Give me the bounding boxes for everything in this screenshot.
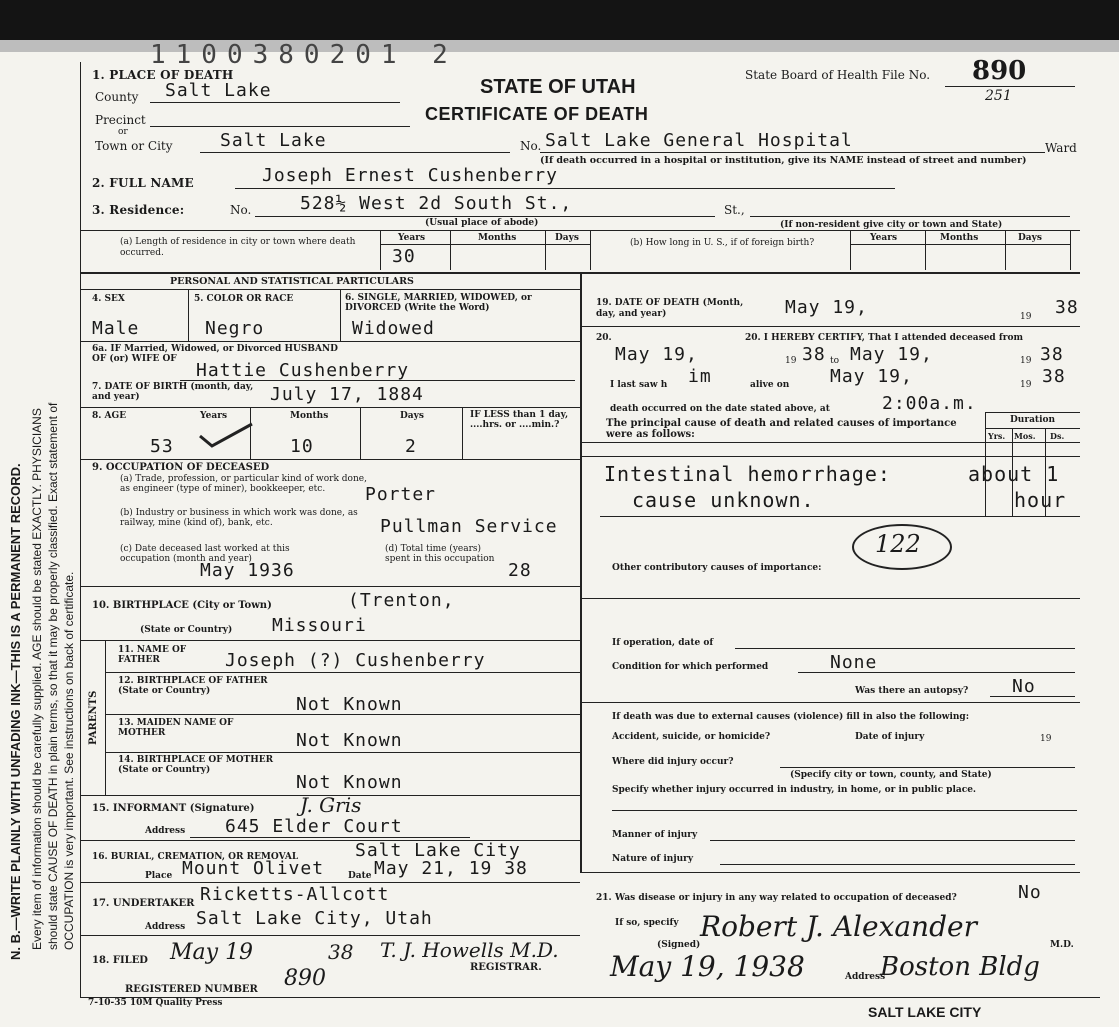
sex-value: Male xyxy=(92,318,140,339)
us-years-header: Years xyxy=(870,233,898,243)
spouse-label: 6a. IF Married, Widowed, or Divorced HUSBAND OF (or) WIFE OF xyxy=(92,344,338,364)
length-residence-label: (a) Length of residence in city or town where death occurred. xyxy=(120,237,356,258)
form-left-border xyxy=(80,62,81,997)
occupation-a-label: (a) Trade, profession, or particular kind of work done, as engineer (type of miner), bookkeeper, etc. xyxy=(120,474,367,494)
death-time: 2:00a.m. xyxy=(882,393,977,414)
col-line xyxy=(850,230,851,270)
row-line xyxy=(80,882,580,883)
row-line xyxy=(80,407,580,408)
autopsy-value: No xyxy=(1012,676,1036,697)
occupation-b-value: Pullman Service xyxy=(380,516,558,537)
sidebar-line-2: Every item of information should be carefully supplied. AGE should be stated EXACTLY. PHYSICIANS xyxy=(30,408,44,950)
ward-label: Ward xyxy=(1045,141,1077,155)
informant-address-label: Address xyxy=(145,826,186,836)
age-months-header: Months xyxy=(290,411,329,421)
father-birthplace-value: Not Known xyxy=(296,694,403,715)
precinct-label: Precinct xyxy=(95,113,146,127)
row-line xyxy=(80,640,580,641)
cause-1: Intestinal hemorrhage: xyxy=(604,462,891,486)
row-line xyxy=(105,752,580,753)
autopsy-line xyxy=(990,696,1075,697)
row-line xyxy=(580,456,1080,457)
attended-to-year: 38 xyxy=(1040,344,1064,365)
attended-from: May 19, xyxy=(615,344,698,365)
cause-line xyxy=(600,516,1080,517)
spouse-line xyxy=(180,380,575,381)
file-number-sub: 251 xyxy=(985,88,1012,104)
row-line xyxy=(580,598,1080,599)
alive-on-year: 38 xyxy=(1042,366,1066,387)
sidebar-line-4: OCCUPATION is very important. See instructions on back of certificate. xyxy=(62,571,76,950)
personal-header: PERSONAL AND STATISTICAL PARTICULARS xyxy=(170,276,414,287)
duration-line xyxy=(985,412,1080,413)
full-name-label: 2. FULL NAME xyxy=(92,176,194,190)
principal-cause-label: The principal cause of death and related causes of importance were as follows: xyxy=(606,418,957,440)
col-line xyxy=(450,230,451,270)
cause-1-duration: about 1 xyxy=(968,462,1060,486)
occupation-d-value: 28 xyxy=(508,560,532,581)
occupation-related-label: Was disease or injury in any way related to occupation of deceased? xyxy=(615,893,957,903)
residence-no-label: No. xyxy=(230,203,252,217)
mother-value: Not Known xyxy=(296,730,403,751)
row-line xyxy=(80,935,580,936)
certify-label: 20. I HEREBY CERTIFY, That I attended deceased from xyxy=(745,333,1023,343)
certificate-title: CERTIFICATE OF DEATH xyxy=(425,104,649,124)
registered-number: 890 xyxy=(284,966,326,991)
undertaker-name: Ricketts-Allcott xyxy=(200,884,390,905)
town-value: Salt Lake xyxy=(220,130,327,151)
town-label: Town or City xyxy=(95,139,173,153)
spouse-value: Hattie Cushenberry xyxy=(196,360,410,381)
duration-label: Duration xyxy=(1010,415,1056,425)
form-bottom-border xyxy=(80,997,1100,998)
parents-col-line xyxy=(105,640,106,795)
informant-address: 645 Elder Court xyxy=(225,816,403,837)
age-years-value: 53 xyxy=(150,436,174,457)
operation-line xyxy=(735,648,1075,649)
filed-label: 18. FILED xyxy=(92,955,148,966)
check-mark-icon xyxy=(196,420,256,450)
place-of-death-label: 1. PLACE OF DEATH xyxy=(92,68,234,82)
operation-label: If operation, date of xyxy=(612,638,714,648)
burial-place-label: Place xyxy=(145,871,173,881)
father-label: 11. NAME OF FATHER xyxy=(118,645,187,665)
alive-on-date: May 19, xyxy=(830,366,913,387)
row-line xyxy=(580,442,1080,443)
duration-yrs: Yrs. xyxy=(988,431,1006,441)
father-value: Joseph (?) Cushenberry xyxy=(225,650,486,671)
where-injury-line xyxy=(780,767,1075,768)
state-title: STATE OF UTAH xyxy=(480,76,636,98)
informant-address-line xyxy=(190,837,470,838)
signature-date: May 19, 1938 xyxy=(610,950,805,983)
date-of-death-value: May 19, xyxy=(785,297,868,318)
registrar-signature: T. J. Howells M.D. xyxy=(380,938,559,962)
undertaker-address-label: Address xyxy=(145,922,186,932)
burial-date: May 21, 19 38 xyxy=(374,858,528,879)
full-name-value: Joseph Ernest Cushenberry xyxy=(262,165,558,186)
nonresident-note: (If non-resident give city or town and State) xyxy=(780,220,1003,230)
row-line xyxy=(80,341,580,342)
col-line xyxy=(590,230,591,270)
mother-birthplace-label: 14. BIRTHPLACE OF MOTHER (State or Country) xyxy=(118,755,274,775)
signed-label: (Signed) xyxy=(657,940,701,950)
if-so-label: If so, specify xyxy=(615,918,679,928)
md-label: M.D. xyxy=(1050,940,1074,950)
form-code: 7-10-35 10M Quality Press xyxy=(88,998,223,1008)
sidebar-warning: N. B.—WRITE PLAINLY WITH UNFADING INK—THIS IS A PERMANENT RECORD. xyxy=(8,463,23,960)
city-stamp: SALT LAKE CITY xyxy=(868,1004,982,1020)
dob-value: July 17, 1884 xyxy=(270,384,424,405)
days-header: Days xyxy=(555,233,579,243)
row-line xyxy=(105,714,580,715)
occupation-related-value: No xyxy=(1018,882,1042,903)
hospital-no-label: No. xyxy=(520,139,542,153)
specify-city-note: (Specify city or town, county, and State) xyxy=(790,770,992,780)
row-line xyxy=(80,586,580,587)
last-saw-value: im xyxy=(688,366,712,387)
years-header: Years xyxy=(398,233,426,243)
age-months-value: 10 xyxy=(290,436,314,457)
center-divider xyxy=(580,272,582,872)
occupation-d-label: (d) Total time (years) spent in this occupation xyxy=(385,544,495,564)
nature-line xyxy=(720,864,1075,865)
filed-date: May 19 xyxy=(170,940,254,965)
manner-label: Manner of injury xyxy=(612,830,698,840)
residence-years: 30 xyxy=(392,246,416,267)
date-of-death-year: 38 xyxy=(1055,297,1079,318)
occupation-a-value: Porter xyxy=(365,484,437,505)
full-name-line xyxy=(235,188,895,189)
where-injury-label: Where did injury occur? xyxy=(612,757,734,767)
county-label: County xyxy=(95,90,139,104)
row-line xyxy=(580,326,1080,327)
duration-mos: Mos. xyxy=(1014,431,1036,441)
accident-label: Accident, suicide, or homicide? xyxy=(612,732,771,742)
col-line xyxy=(360,407,361,459)
last-saw-label: I last saw h xyxy=(610,380,668,390)
cause-code: 122 xyxy=(875,530,921,558)
row-line xyxy=(105,672,580,673)
autopsy-label: Was there an autopsy? xyxy=(855,686,969,696)
industry-line xyxy=(612,810,1077,811)
registered-number-label: REGISTERED NUMBER xyxy=(125,984,258,995)
hospital-value: Salt Lake General Hospital xyxy=(545,130,853,151)
marital-value: Widowed xyxy=(352,318,435,339)
burial-place: Mount Olivet xyxy=(182,858,325,879)
dob-label: 7. DATE OF BIRTH (month, day, and year) xyxy=(92,382,254,402)
age-label: 8. AGE xyxy=(92,411,127,421)
col-line xyxy=(1070,230,1071,270)
sidebar-line-3: should state CAUSE OF DEATH in plain terms, so that it may be properly classified. Exact statement of xyxy=(46,402,60,950)
less-than-day-label: IF LESS than 1 day, ....hrs. or ....min.? xyxy=(470,410,569,430)
hospital-note: (If death occurred in a hospital or institution, give its NAME instead of street and number) xyxy=(540,155,1027,166)
date-of-death-label: 19. DATE OF DEATH (Month, day, and year) xyxy=(596,298,744,319)
hospital-line xyxy=(540,152,1045,153)
us-months-header: Months xyxy=(940,233,979,243)
usual-abode-note: (Usual place of abode) xyxy=(425,218,539,228)
marital-label: 6. SINGLE, MARRIED, WIDOWED, or DIVORCED (Write the Word) xyxy=(345,293,532,313)
nature-label: Nature of injury xyxy=(612,854,694,864)
us-days-header: Days xyxy=(1018,233,1042,243)
burial-label: 16. BURIAL, CREMATION, OR REMOVAL xyxy=(92,852,299,862)
occupation-c-value: May 1936 xyxy=(200,560,295,581)
file-number: 890 xyxy=(972,56,1027,86)
col-line xyxy=(188,289,189,341)
parents-side-label: PARENTS xyxy=(88,690,99,745)
county-value: Salt Lake xyxy=(165,80,272,101)
physician-address-label: Address xyxy=(845,972,886,982)
mother-birthplace-value: Not Known xyxy=(296,772,403,793)
cause-2: cause unknown. xyxy=(632,488,815,512)
birthplace-label: 10. BIRTHPLACE (City or Town) xyxy=(92,600,272,611)
cause-2-duration: hour xyxy=(1014,488,1067,512)
filed-year: 38 xyxy=(328,940,354,964)
scan-top-edge xyxy=(0,0,1119,40)
age-days-header: Days xyxy=(400,411,424,421)
or-label: or xyxy=(118,127,128,137)
physician-signature: Robert J. Alexander xyxy=(700,910,977,943)
physician-address: Boston Bldg xyxy=(880,952,1040,982)
color-label: 5. COLOR OR RACE xyxy=(194,294,294,304)
attended-to: May 19, xyxy=(850,344,933,365)
injury-industry-label: Specify whether injury occurred in industry, in home, or in public place. xyxy=(612,785,977,795)
col-header-line xyxy=(380,244,590,245)
duration-ds: Ds. xyxy=(1050,431,1065,441)
contributory-label: Other contributory causes of importance: xyxy=(612,563,822,573)
death-occurred-label: death occurred on the date stated above, at xyxy=(610,404,830,414)
us-residence-label: (b) How long in U. S., if of foreign birth? xyxy=(630,238,815,248)
mother-label: 13. MAIDEN NAME OF MOTHER xyxy=(118,718,234,738)
serial-number: 1100380201 2 xyxy=(150,40,458,70)
col-line xyxy=(545,230,546,270)
injury-date-label: Date of injury xyxy=(855,732,925,742)
burial-type: Salt Lake City xyxy=(355,840,521,861)
age-days-value: 2 xyxy=(405,436,417,457)
father-birthplace-label: 12. BIRTHPLACE OF FATHER (State or Country) xyxy=(118,676,268,696)
residence-label: 3. Residence: xyxy=(92,203,185,217)
burial-date-label: Date xyxy=(348,871,372,881)
informant-signature: J. Gris xyxy=(300,793,362,817)
residence-value: 528½ West 2d South St., xyxy=(300,193,573,214)
birthplace-state-label: (State or Country) xyxy=(140,625,233,635)
informant-label: 15. INFORMANT (Signature) xyxy=(92,803,255,814)
external-causes-label: If death was due to external causes (violence) fill in also the following: xyxy=(612,712,970,722)
col-line xyxy=(925,230,926,270)
condition-label: Condition for which performed xyxy=(612,662,769,672)
manner-line xyxy=(710,840,1075,841)
col-line xyxy=(340,289,341,341)
row-line xyxy=(80,459,580,460)
birthplace-state: Missouri xyxy=(272,615,367,636)
residence-st-line xyxy=(750,216,1070,217)
row-line xyxy=(580,872,1080,873)
condition-value: None xyxy=(830,652,878,673)
months-header: Months xyxy=(478,233,517,243)
undertaker-address: Salt Lake City, Utah xyxy=(196,908,433,929)
precinct-line xyxy=(150,126,410,127)
county-line xyxy=(150,102,400,103)
residence-line xyxy=(255,216,715,217)
occupation-c-label: (c) Date deceased last worked at this occupation (month and year) xyxy=(120,544,290,564)
row-line xyxy=(80,230,1080,231)
occupation-label: 9. OCCUPATION OF DECEASED xyxy=(92,462,270,473)
file-no-label: State Board of Health File No. xyxy=(745,68,931,82)
residence-st-label: St., xyxy=(724,203,745,217)
attended-from-year: 38 xyxy=(802,344,826,365)
col-line xyxy=(462,407,463,459)
birthplace-city: (Trenton, xyxy=(348,590,455,611)
sex-label: 4. SEX xyxy=(92,294,125,304)
registrar-label: REGISTRAR. xyxy=(470,962,542,973)
color-value: Negro xyxy=(205,318,265,339)
file-no-line xyxy=(945,86,1075,87)
duration-line xyxy=(985,428,1080,429)
row-line xyxy=(580,702,1080,703)
undertaker-label: 17. UNDERTAKER xyxy=(92,898,195,909)
occupation-b-label: (b) Industry or business in which work was done, as railway, mine (kind of), bank, etc. xyxy=(120,508,358,528)
alive-on-label: alive on xyxy=(750,380,790,390)
row-line xyxy=(80,289,580,290)
col-line xyxy=(1005,230,1006,270)
town-line xyxy=(200,152,510,153)
condition-line xyxy=(798,672,1075,673)
col-line xyxy=(380,230,381,270)
col-header-line xyxy=(850,244,1070,245)
age-years-header: Years xyxy=(200,411,228,421)
